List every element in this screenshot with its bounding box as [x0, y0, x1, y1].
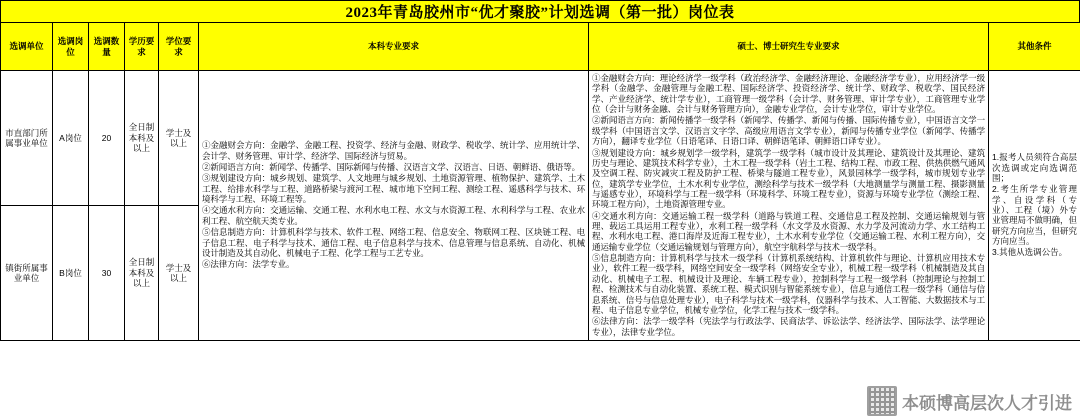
graduate-seg-2: ②新闻语言方向：新闻传播学一级学科（新闻学、传播学、新闻与传播、国际传播专业），中国语言文学一级学科（中国语言文学、汉语言文字学、高级应用语言文学专业），新闻与传播专业学位（新闻学、传播学方向），翻译专业学位（日语笔译、日语口译、朝鲜语笔译、朝鲜语口译专业）。 [592, 115, 985, 147]
cell-unit-a: 市直部门所属事业单位 [1, 71, 53, 206]
other-condition-3: 3.其他从选调公告。 [992, 247, 1068, 258]
cell-count-a: 20 [89, 71, 125, 206]
other-condition-1: 1.报考人员须符合高层次选调或定向选调范围； [992, 152, 1077, 183]
cell-post-a: A岗位 [53, 71, 89, 206]
other-condition-2: 2.考生所学专业管理学、自设学科（专业）、工程（境）外专业管理局不做明确，但研究方向应当，但研究方向应当。 [992, 184, 1078, 247]
jobs-table [0, 22, 1080, 341]
header-education: 学历要求 [125, 23, 159, 71]
page-title: 2023年青岛胶州市“优才聚胶”计划选调（第一批）岗位表 [345, 5, 735, 21]
watermark [867, 386, 1072, 416]
undergrad-seg-4: ④交通水利方向：交通运输、交通工程、水利水电工程、水文与水资源工程、水利科学与工程、农业水利工程、航空航天类专业。 [202, 205, 585, 226]
cell-degree-a: 学士及以上 [159, 71, 199, 206]
header-degree: 学位要求 [159, 23, 199, 71]
cell-graduate-majors [589, 71, 989, 341]
table-header-row [1, 23, 1080, 71]
cell-count-b: 30 [89, 205, 125, 340]
cell-education-a: 全日制本科及以上 [125, 71, 159, 206]
cell-other-conditions [989, 71, 1080, 341]
graduate-seg-1: ①金融财会方向：理论经济学一级学科（政治经济学、金融经济理论、金融经济学专业），应用经济学一级学科（金融学、金融管理与金融工程、国际经济学、投资经济学、统计学、财政学、税收学、国民经济学、产业经济学、统计学专业），工商管理一级学科（会计学、财务管理、审计学专业），工商管理专业学位（会计与财务金融、会计与财务管理方向），金融专业学位，会计专业学位，审计专业学位。 [592, 73, 985, 115]
cell-undergrad-majors [199, 71, 589, 341]
undergrad-seg-1: ①金融财会方向：金融学、金融工程、投资学、经济与金融、财政学、税收学、统计学、应用统计学、会计学、财务管理、审计学、经济学、国际经济与贸易。 [202, 140, 585, 161]
undergrad-seg-3: ③规划建设方向：城乡规划、建筑学、人文地理与城乡规划、土地资源管理、植物保护、建筑学、土木工程、给排水科学与工程、道路桥梁与渡河工程、城市地下空间工程、测绘工程、遥感科学与技术、环境科学与工程、环境工程等。 [202, 173, 585, 205]
undergrad-seg-5: ⑤信息制造方向：计算机科学与技术、软件工程、网络工程、信息安全、物联网工程、区块链工程、电子信息工程、电子科学与技术、通信工程、电子信息科学与技术、信息管理与信息系统、自动化、机械设计制造及其自动化、机械电子工程、化学工程与工艺专业。 [202, 227, 585, 258]
cell-education-b: 全日制本科及以上 [125, 205, 159, 340]
graduate-seg-6: ⑥法律方向：法学一级学科（宪法学与行政法学、民商法学、诉讼法学、经济法学、国际法学、法学理论专业），法律专业学位。 [592, 316, 985, 337]
cell-post-b: B岗位 [53, 205, 89, 340]
graduate-seg-4: ④交通水利方向：交通运输工程一级学科（道路与铁道工程、交通信息工程及控制、交通运输规划与管理、载运工具运用工程专业），水利工程一级学科（水文学及水资源、水力学及河流动力学、水工结构工程、水利水电工程、港口海岸及近海工程专业），土木水利专业学位（交通运输工程、水利工程方向），交通运输专业学位（交通运输规划与管理方向），航空宇航科学与技术一级学科。 [592, 210, 985, 252]
qr-code-icon [867, 386, 897, 416]
document-title-bar [0, 0, 1080, 22]
cell-degree-b: 学士及以上 [159, 205, 199, 340]
header-count: 选调数量 [89, 23, 125, 71]
cell-unit-b: 镇街所属事业单位 [1, 205, 53, 340]
header-graduate-major: 硕士、博士研究生专业要求 [589, 23, 989, 71]
undergrad-seg-2: ②新闻语言方向：新闻学、传播学、国际新闻与传播、汉语言文学、汉语言、日语、朝鲜语、俄语等。 [202, 162, 581, 173]
table-row [1, 71, 1080, 206]
watermark-text: 本硕博高层次人才引进 [902, 393, 1072, 413]
graduate-seg-3: ③规划建设方向：城乡规划学一级学科，建筑学一级学科（城市设计及其理论、建筑设计及其理论、建筑历史与理论、建筑技术科学专业），土木工程一级学科（岩土工程、结构工程、市政工程、供热供燃气通风及空调工程、防灾减灾工程及防护工程、桥梁与隧道工程专业），风景园林学一级学科，城市规划专业学位，建筑学专业学位，土木水利专业学位，测绘科学与技术一级学科（大地测量学与测量工程、摄影测量与遥感专业），环境科学与工程一级学科（环境科学、环境工程专业），资源与环境专业学位（测绘工程、环境工程方向），土地资源管理专业。 [592, 147, 985, 210]
header-other-conditions: 其他条件 [989, 23, 1080, 71]
header-post: 选调岗位 [53, 23, 89, 71]
undergrad-seg-6: ⑥法律方向：法学专业。 [202, 259, 295, 270]
header-undergrad-major: 本科专业要求 [199, 23, 589, 71]
graduate-seg-5: ⑤信息制造方向：计算机科学与技术一级学科（计算机系统结构、计算机软件与理论、计算机应用技术专业），软件工程一级学科，网络空间安全一级学科（网络安全专业），机械工程一级学科（机械制造及其自动化、机械电子工程、机械设计及理论、车辆工程专业），控制科学与工程一级学科（控制理论与控制工程、检测技术与自动化装置、系统工程、模式识别与智能系统专业），信息与通信工程一级学科（通信与信息系统、信号与信息处理专业），电子科学与技术一级学科，仪器科学与技术、人工智能、大数据技术与工程、电子信息专业学位，机械专业学位，化学工程与技术一级学科。 [592, 253, 985, 315]
header-unit: 选调单位 [1, 23, 53, 71]
